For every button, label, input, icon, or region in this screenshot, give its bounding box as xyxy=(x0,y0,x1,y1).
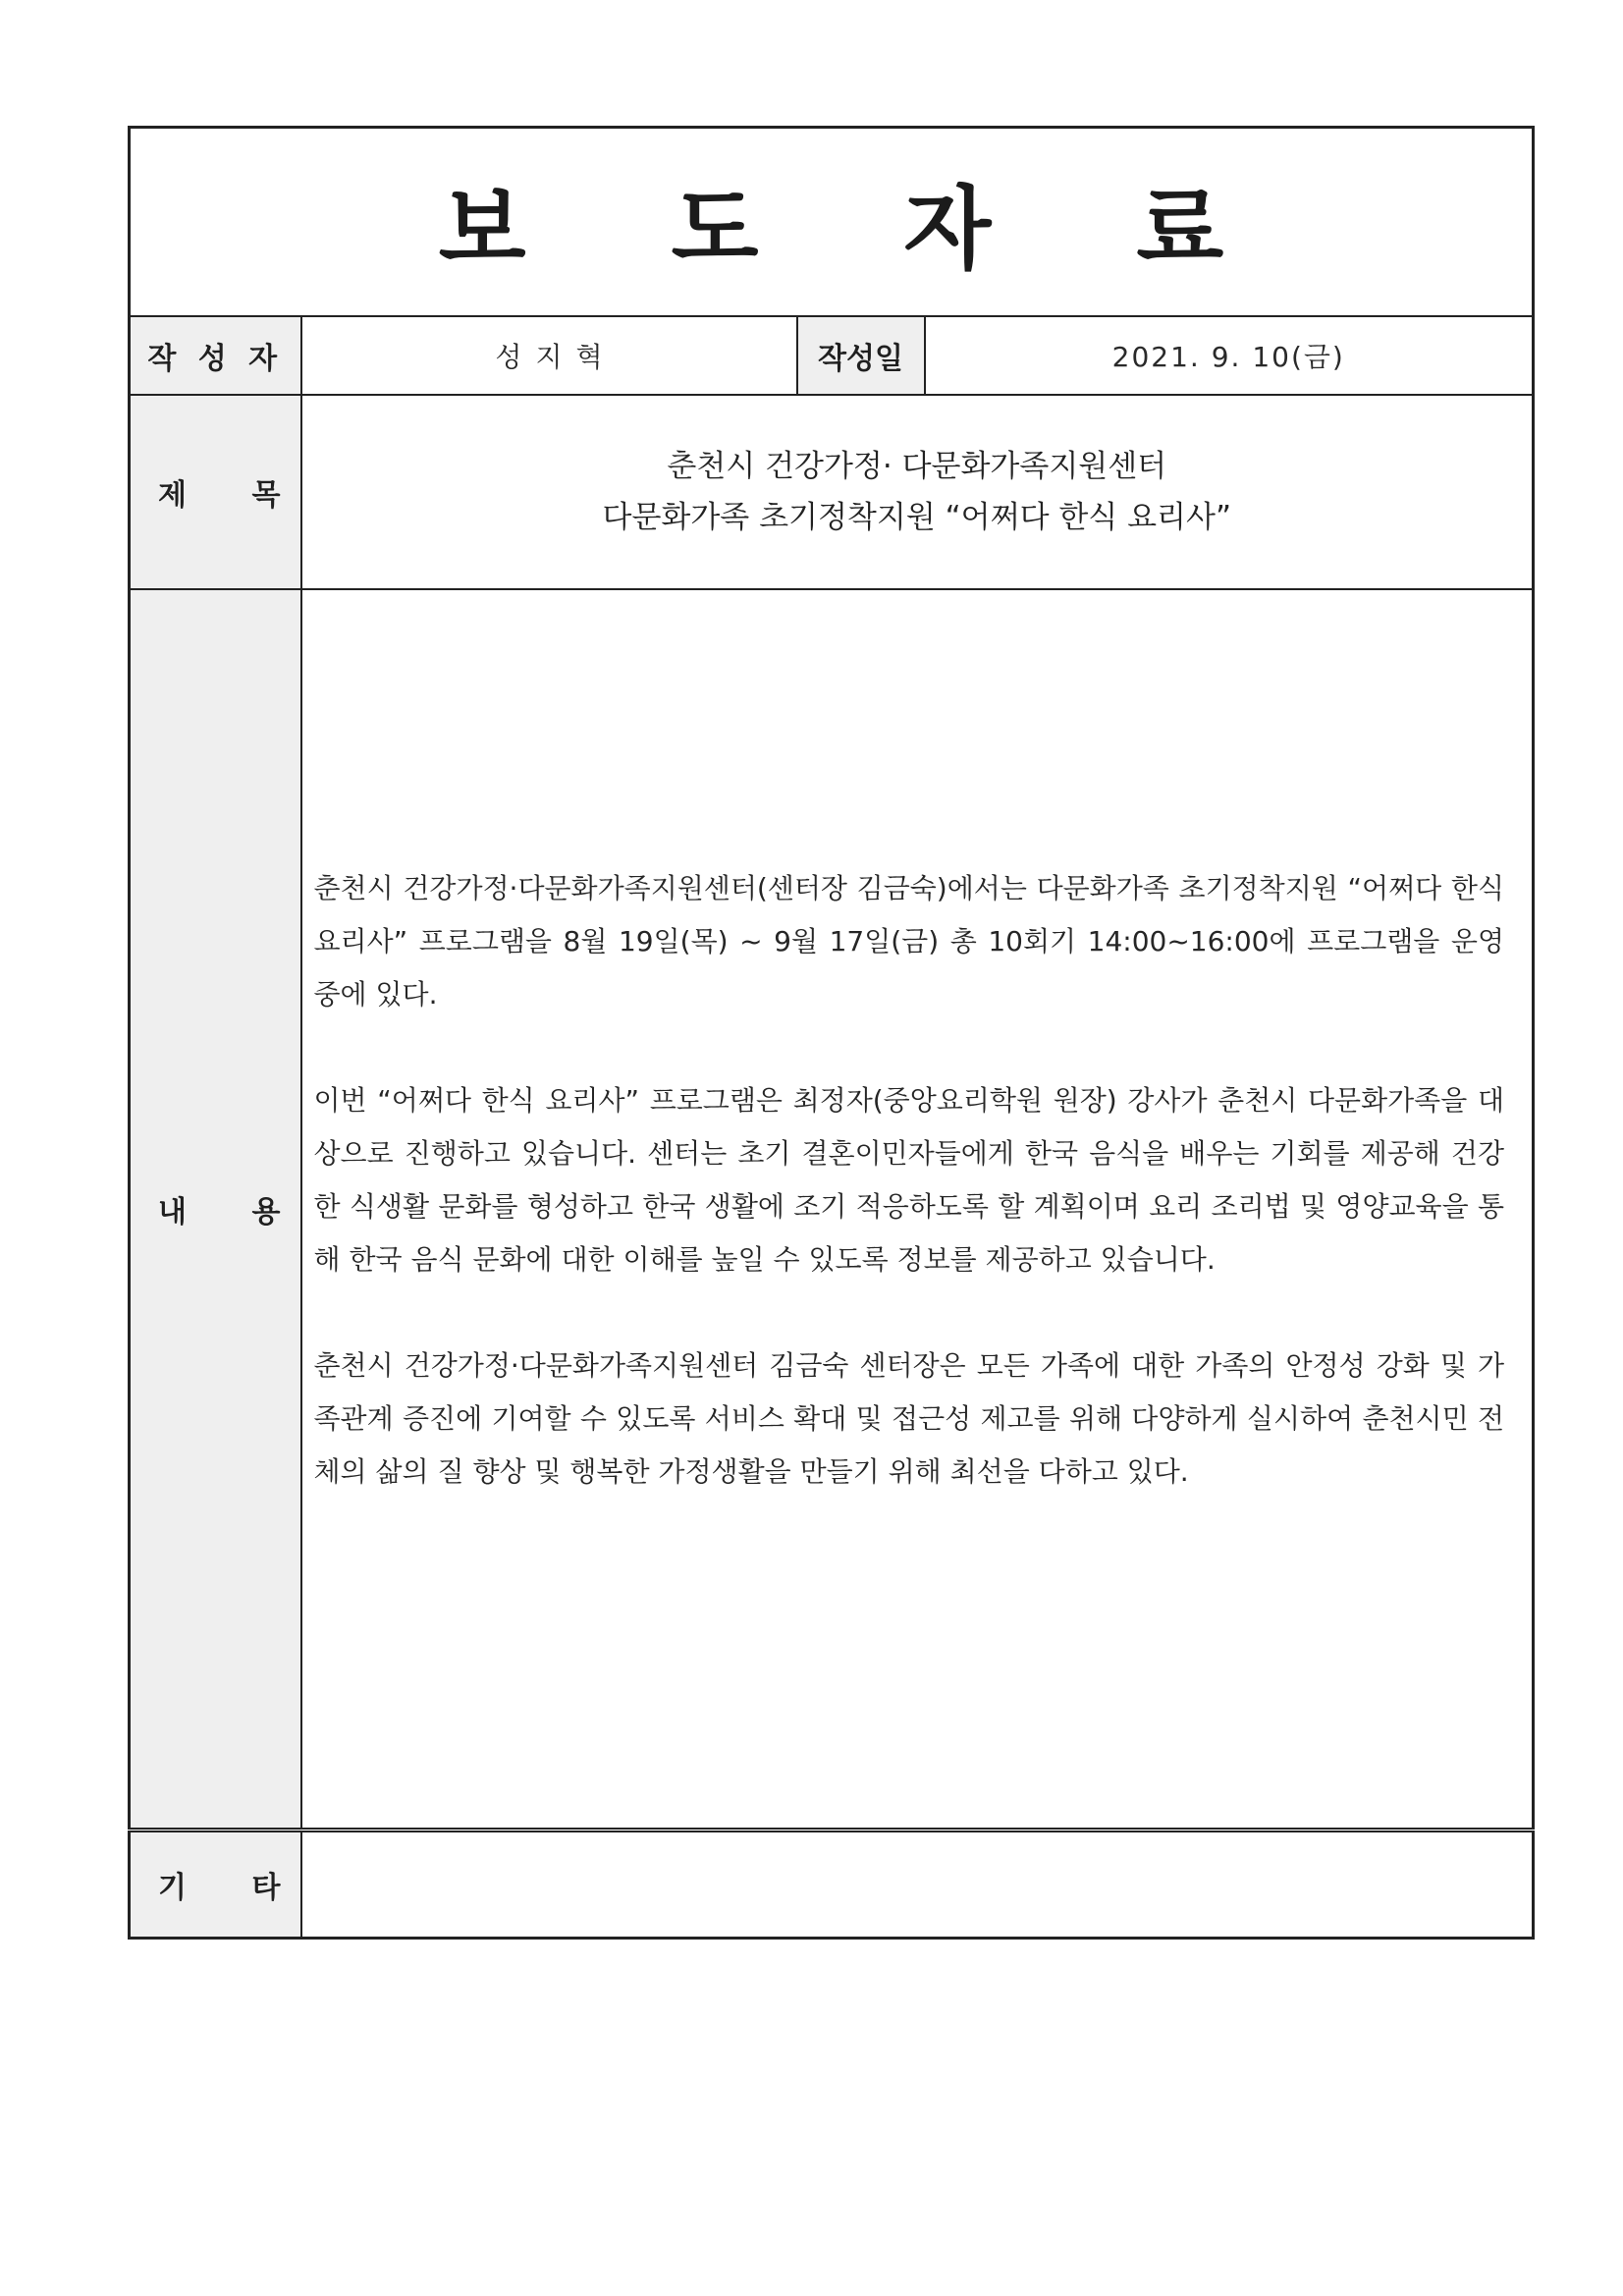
content-label xyxy=(130,589,301,1831)
subject-line-1: 춘천시 건강가정· 다문화가족지원센터 xyxy=(667,449,1167,484)
press-release-form xyxy=(128,126,1535,1940)
document-title: 보 도 자 료 xyxy=(438,177,1281,282)
subject-value-cell xyxy=(301,395,1534,589)
date-value-cell xyxy=(925,316,1534,395)
date-value: 2021. 9. 10(금) xyxy=(1111,341,1345,373)
etc-label xyxy=(130,1831,301,1939)
content-body xyxy=(314,590,1505,1499)
author-label: 작 성 자 xyxy=(130,316,301,395)
content-body-cell xyxy=(301,589,1534,1831)
author-value: 성지혁 xyxy=(495,341,617,373)
subject-label-char-2: 목 xyxy=(251,478,281,513)
etc-value-cell xyxy=(301,1831,1534,1939)
content-paragraph-3: 춘천시 건강가정·다문화가족지원센터 김금숙 센터장은 모든 가족에 대한 가족의 안정성 강화 및 가족관계 증진에 기여할 수 있도록 서비스 확대 및 접근성 제고를 위해 다양하게 실시하여 춘천시민 전체의 삶의 질 향상 및 행복한 가정생활을 만들기 위해 최선을 다하고 있다. xyxy=(313,1349,1505,1488)
subject-label xyxy=(130,395,301,589)
content-label-char-2: 용 xyxy=(251,1195,281,1230)
etc-label-char-2: 타 xyxy=(251,1871,281,1905)
content-paragraph-1: 춘천시 건강가정·다문화가족지원센터(센터장 김금숙)에서는 다문화가족 초기정착지원 “어쩌다 한식 요리사” 프로그램을 8월 19일(목) ~ 9월 17일(금) 총 10회기 14:00~16:00에 프로그램을 운영 중에 있다. xyxy=(313,872,1505,1011)
etc-label-char-1: 기 xyxy=(158,1871,187,1905)
date-label: 작성일 xyxy=(797,316,925,395)
content-label-char-1: 내 xyxy=(158,1195,187,1230)
author-value-cell xyxy=(301,316,797,395)
subject-label-char-1: 제 xyxy=(158,478,187,513)
subject-line-2: 다문화가족 초기정착지원 “어쩌다 한식 요리사” xyxy=(602,500,1232,535)
content-paragraph-2: 이번 “어쩌다 한식 요리사” 프로그램은 최정자(중앙요리학원 원장) 강사가 춘천시 다문화가족을 대상으로 진행하고 있습니다. 센터는 초기 결혼이민자들에게 한국 음식을 배우는 기회를 제공해 건강한 식생활 문화를 형성하고 한국 생활에 조기 적응하도록 할 계획이며 요리 조리법 및 영양교육을 통해 한국 음식 문화에 대한 이해를 높일 수 있도록 정보를 제공하고 있습니다. xyxy=(313,1084,1505,1276)
title-cell xyxy=(130,128,1534,317)
